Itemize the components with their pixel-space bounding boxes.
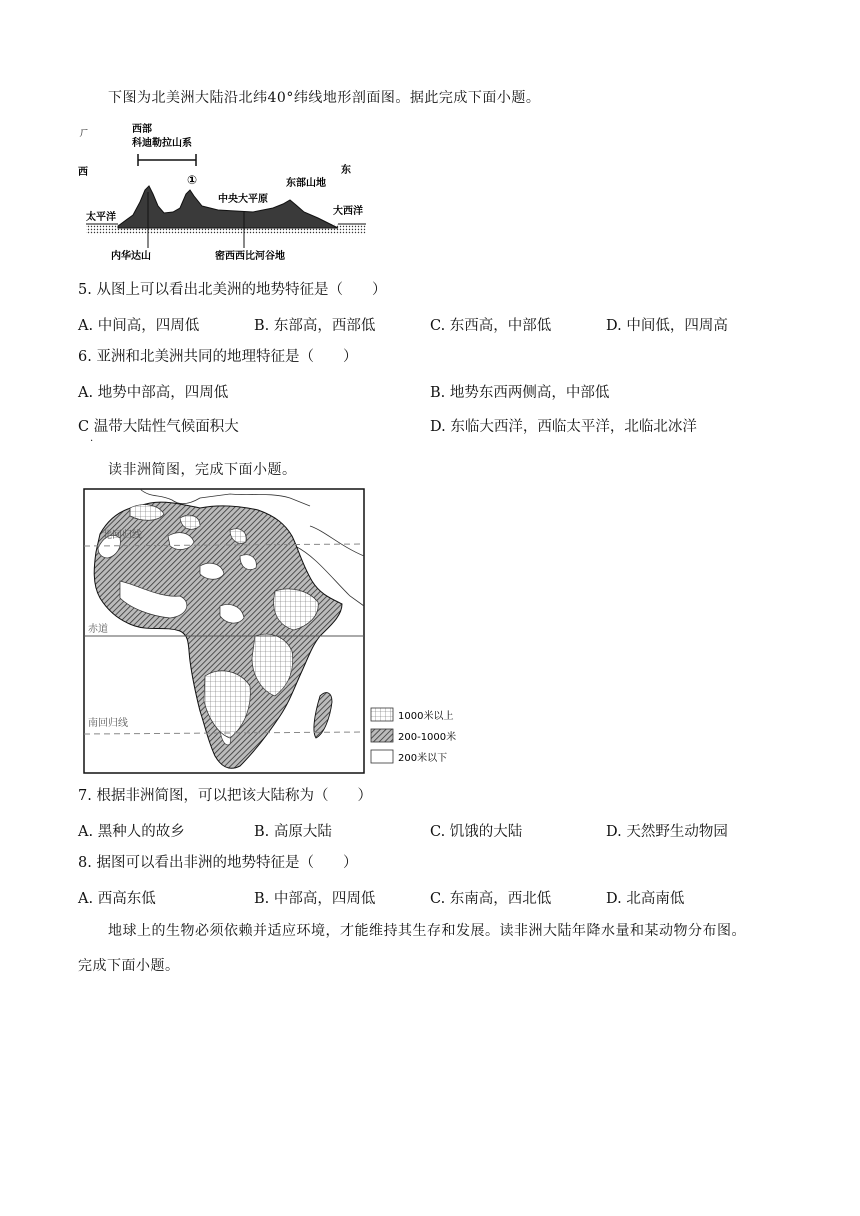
q6-stem: 6. 亚洲和北美洲共同的地理特征是（ ） (78, 349, 358, 365)
label-circle-1: ① (187, 173, 198, 187)
q7-option-a[interactable]: A. 黑种人的故乡 (78, 824, 185, 840)
q7-option-c[interactable]: C. 饥饿的大陆 (430, 824, 523, 840)
q6-option-d[interactable]: D. 东临大西洋，西临太平洋，北临北冰洋 (430, 419, 697, 435)
q8-option-b[interactable]: B. 中部高，四周低 (254, 891, 376, 907)
label-east: 东 (341, 165, 351, 176)
legend-mid: 200-1000米 (398, 732, 457, 743)
q7-option-d[interactable]: D. 天然野生动物园 (606, 824, 728, 840)
q5-option-a[interactable]: A. 中间高，四周低 (78, 318, 200, 334)
q6-option-a[interactable]: A. 地势中部高，四周低 (78, 385, 229, 401)
label-cordillera: 科迪勒拉山系 (132, 138, 192, 149)
label-west: 西 (78, 167, 88, 178)
q6-option-b[interactable]: B. 地势东西两侧高，中部低 (430, 385, 610, 401)
label-west-range: 西部 (132, 124, 152, 135)
label-equator: 赤道 (88, 624, 108, 635)
q6-option-c[interactable]: C 温带大陆性气候面积大 (78, 419, 239, 435)
legend-low: 200米以下 (398, 753, 448, 764)
section1-intro: 下图为北美洲大陆沿北纬40°纬线地形剖面图。据此完成下面小题。 (108, 90, 541, 106)
africa-map-figure (80, 486, 465, 776)
section3-intro-line1: 地球上的生物必须依赖并适应环境，才能维持其生存和发展。读非洲大陆年降水量和某动物分布图。 (108, 923, 746, 939)
section2-intro: 读非洲简图，完成下面小题。 (108, 462, 297, 478)
label-tropic-cancer: 北回归线 (102, 530, 142, 541)
q7-stem: 7. 根据非洲简图，可以把该大陆称为（ ） (78, 788, 372, 804)
label-atlantic: 大西洋 (333, 206, 363, 217)
section3-intro-line2: 完成下面小题。 (78, 958, 180, 974)
legend-high: 1000米以上 (398, 711, 454, 722)
q8-option-a[interactable]: A. 西高东低 (78, 891, 156, 907)
q5-option-d[interactable]: D. 中间低，四周高 (606, 318, 728, 334)
label-mississippi: 密西西比河谷地 (215, 251, 285, 262)
q5-stem: 5. 从图上可以看出北美洲的地势特征是（ ） (78, 282, 387, 298)
q5-option-b[interactable]: B. 东部高，西部低 (254, 318, 376, 334)
label-nevada: 内华达山 (111, 251, 151, 262)
q8-option-d[interactable]: D. 北高南低 (606, 891, 685, 907)
q7-option-b[interactable]: B. 高原大陆 (254, 824, 332, 840)
svg-text:ㄏ: ㄏ (78, 125, 91, 139)
label-central-plain: 中央大平原 (218, 194, 268, 205)
q5-option-c[interactable]: C. 东西高，中部低 (430, 318, 552, 334)
label-tropic-capricorn: 南回归线 (88, 718, 128, 729)
q8-stem: 8. 据图可以看出非洲的地势特征是（ ） (78, 855, 358, 871)
label-pacific: 太平洋 (86, 212, 116, 223)
label-eastern-highlands: 东部山地 (286, 178, 326, 189)
terrain-profile-figure (78, 120, 368, 265)
q8-option-c[interactable]: C. 东南高，西北低 (430, 891, 552, 907)
